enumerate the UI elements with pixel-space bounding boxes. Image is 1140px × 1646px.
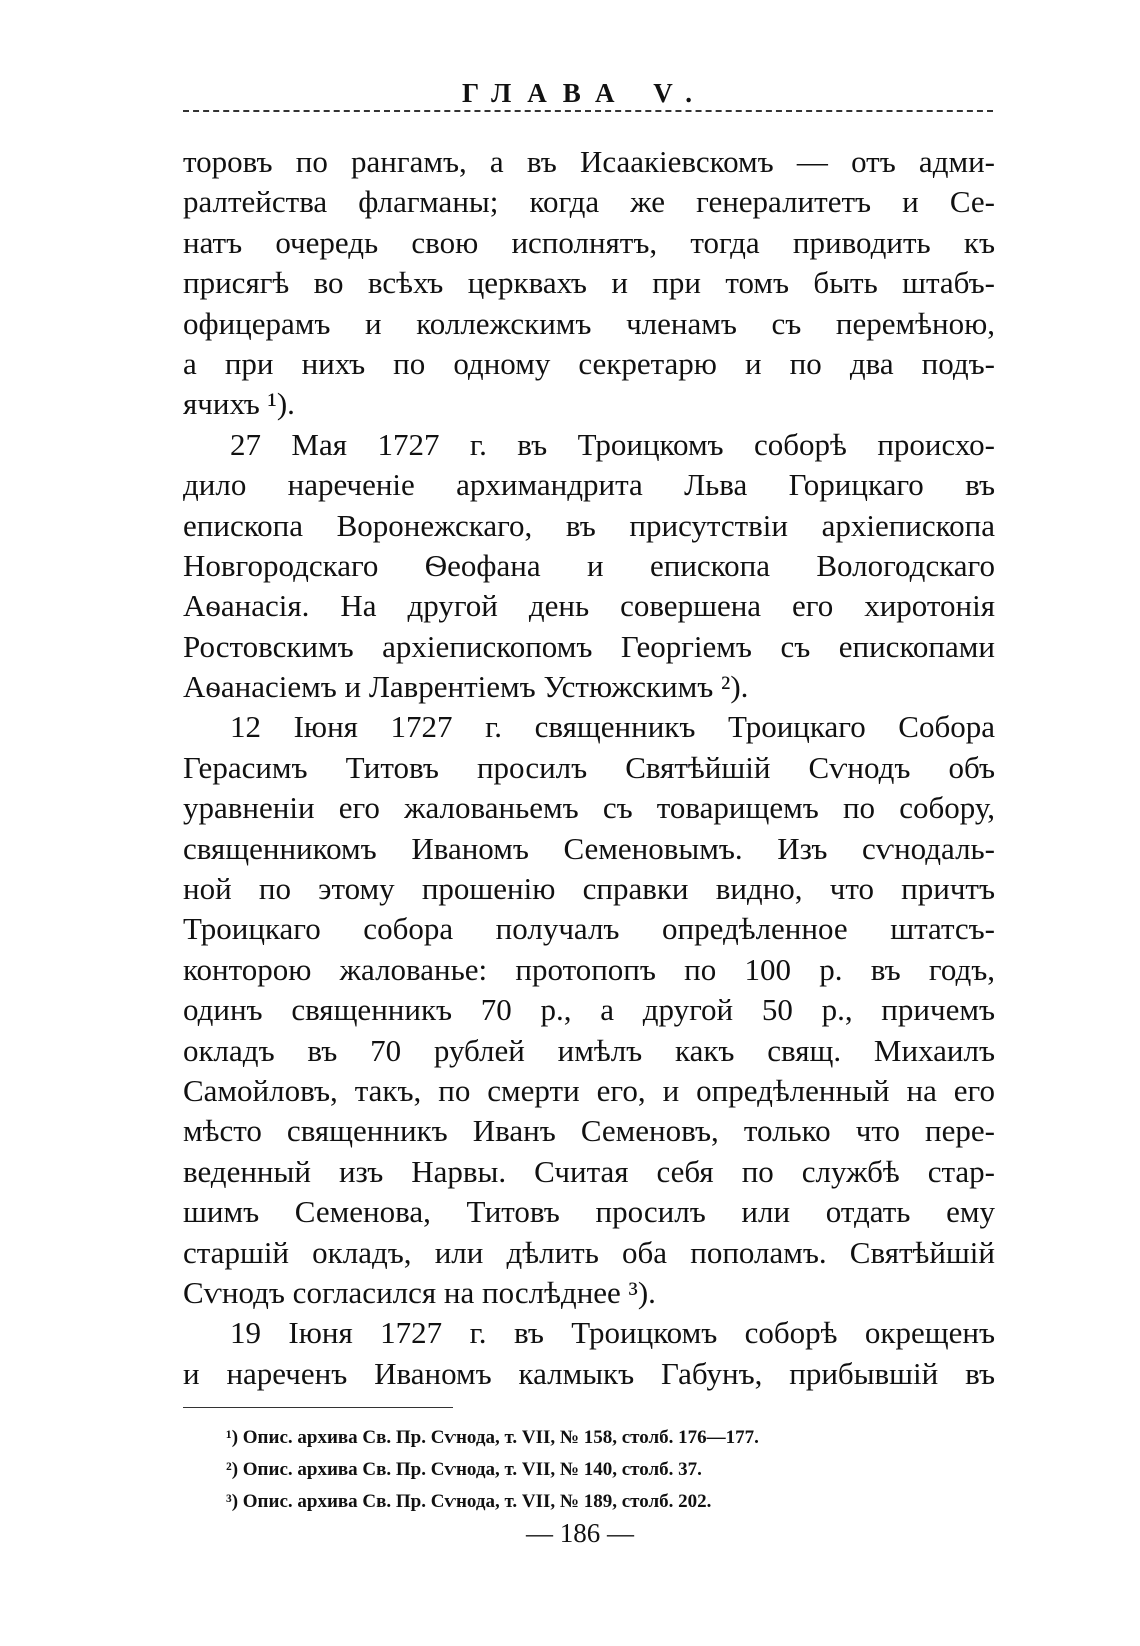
text-line: Новгородскаго Ѳеофана и епископа Вологодскаго xyxy=(183,547,995,583)
text-line: уравненіи его жалованьемъ съ товарищемъ по собору, xyxy=(183,790,995,826)
body-text xyxy=(183,142,995,1394)
text-line: дило нареченіе архимандрита Льва Горицкаго въ xyxy=(183,467,995,503)
paragraph-first-line: 19 Іюня 1727 г. въ Троицкомъ соборѣ окрещенъ xyxy=(230,1315,995,1351)
text-line: шимъ Семенова, Титовъ просилъ или отдать ему xyxy=(183,1194,995,1230)
page-number: — 186 — xyxy=(526,1518,634,1548)
text-line: Сѵнодъ согласился на послѣднее ³). xyxy=(183,1274,656,1310)
running-header: ГЛАВА V. xyxy=(461,78,709,108)
text-line: натъ очередь свою исполнятъ, тогда приводить къ xyxy=(183,224,995,260)
text-line: а при нихъ по одному секретарю и по два подъ- xyxy=(183,345,995,381)
text-line: Троицкаго собора получалъ опредѣленное штатсъ- xyxy=(183,911,995,947)
text-line: и нареченъ Иваномъ калмыкъ Габунъ, прибывшій въ xyxy=(183,1355,995,1391)
footnotes xyxy=(226,1422,986,1518)
text-line: ной по этому прошенію справки видно, что причтъ xyxy=(183,871,995,907)
text-line: конторою жалованье: протопопъ по 100 р. въ годъ, xyxy=(183,951,995,987)
text-line: окладъ въ 70 рублей имѣлъ какъ свящ. Михаилъ xyxy=(183,1032,995,1068)
text-line: ралтейства флагманы; когда же генералитетъ и Се- xyxy=(183,184,995,220)
text-line: присягѣ во всѣхъ церквахъ и при томъ быть штабъ- xyxy=(183,265,995,301)
paragraph-first-line: 27 Мая 1727 г. въ Троицкомъ соборѣ происхо- xyxy=(230,426,995,462)
paragraph-first-line: 12 Іюня 1727 г. священникъ Троицкаго Собора xyxy=(230,709,995,745)
footnote-2: ²) Опис. архива Св. Пр. Сѵнода, т. VII, № 140, столб. 37. xyxy=(226,1459,702,1480)
text-line: Самойловъ, такъ, по смерти его, и опредѣленный на его xyxy=(183,1072,995,1108)
footnote-rule xyxy=(183,1407,453,1408)
text-line: епископа Воронежскаго, въ присутствіи архіепископа xyxy=(183,507,995,543)
text-line: торовъ по рангамъ, а въ Исаакіевскомъ — отъ адми- xyxy=(183,144,995,179)
text-line: мѣсто священникъ Иванъ Семеновъ, только что пере- xyxy=(183,1113,995,1149)
text-line: веденный изъ Нарвы. Считая себя по службѣ стар- xyxy=(183,1153,995,1189)
footnote-3: ³) Опис. архива Св. Пр. Сѵнода, т. VII, № 189, столб. 202. xyxy=(226,1491,712,1512)
text-line: ячихъ ¹). xyxy=(183,386,295,422)
header-rule xyxy=(183,110,993,112)
footnote-1: ¹) Опис. архива Св. Пр. Сѵнода, т. VII, № 158, столб. 176—177. xyxy=(226,1427,759,1448)
text-line: священникомъ Иваномъ Семеновымъ. Изъ сѵнодаль- xyxy=(183,830,995,866)
text-line: Аѳанасіемъ и Лаврентіемъ Устюжскимъ ²). xyxy=(183,669,749,705)
text-line: Аѳанасія. На другой день совершена его хиротонія xyxy=(183,588,995,624)
text-line: офицерамъ и коллежскимъ членамъ съ перемѣною, xyxy=(183,305,995,341)
text-line: одинъ священникъ 70 р., а другой 50 р., причемъ xyxy=(183,992,995,1028)
text-line: Ростовскимъ архіепископомъ Георгіемъ съ епископами xyxy=(183,628,995,664)
text-line: Герасимъ Титовъ просилъ Святѣйшій Сѵнодъ объ xyxy=(183,749,995,785)
text-line: старшій окладъ, или дѣлить оба пополамъ. Святѣйшій xyxy=(183,1234,995,1270)
